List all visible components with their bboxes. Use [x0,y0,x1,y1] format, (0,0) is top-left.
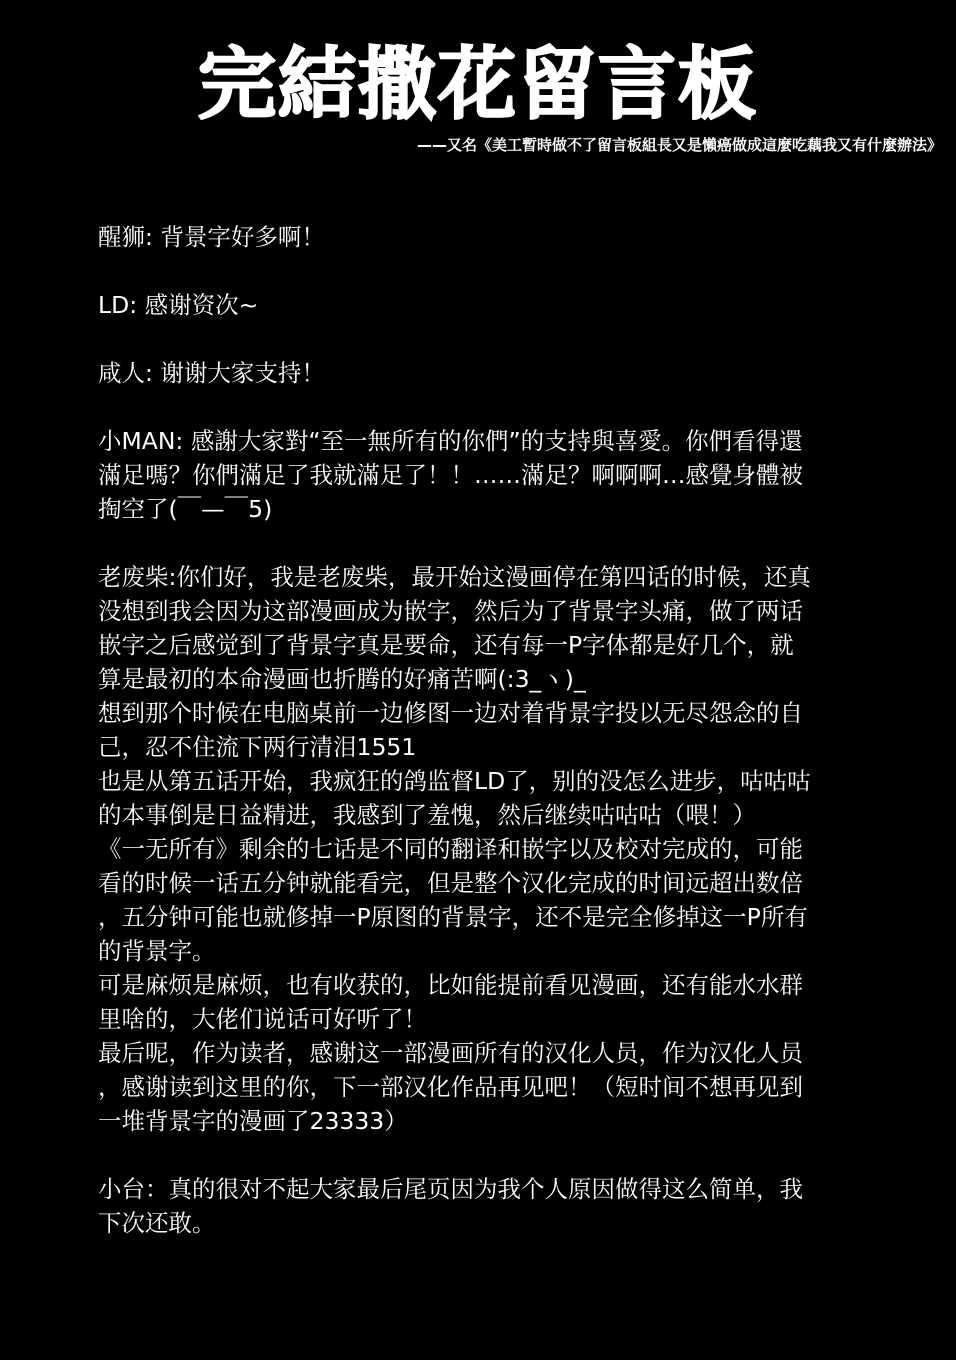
message-laofeichai [98,560,888,1138]
message-line: 里啥的，大佬们说话可好听了！ [98,1005,427,1033]
message-line: 可是麻烦是麻烦，也有收获的，比如能提前看见漫画，还有能水水群 [98,971,803,999]
message-line: 看的时候一话五分钟就能看完，但是整个汉化完成的时间远超出数倍 [98,869,803,897]
message-line: 没想到我会因为这部漫画成为嵌字，然后为了背景字头痛，做了两话 [98,597,803,625]
page-subtitle: ——又名《美工暫時做不了留言板組長又是懶癌做成這麼吃藕我又有什麼辦法》 [416,136,942,154]
message-line: 醒狮: 背景字好多啊！ [98,223,325,251]
message-line: 最后呢，作为读者，感谢这一部漫画所有的汉化人员，作为汉化人员 [98,1039,803,1067]
message-line: 的本事倒是日益精进，我感到了羞愧，然后继续咕咕咕（喂！） [98,801,756,829]
message-line: 咸人: 谢谢大家支持！ [98,359,325,387]
message-line: 滿足嗎？你們滿足了我就滿足了！！……滿足？啊啊啊…感覺身體被 [98,461,803,489]
message-line: 掏空了(￣—￣5) [98,495,273,523]
message-xianren [98,356,888,390]
message-line: ，五分钟可能也就修掉一P原图的背景字，还不是完全修掉这一P所有 [98,903,808,931]
message-ld [98,288,888,322]
message-line: 的背景字。 [98,937,216,965]
message-line: ，感谢读到这里的你，下一部汉化作品再见吧！（短时间不想再见到 [98,1073,803,1101]
message-list [98,220,888,1240]
message-line: 小台：真的很对不起大家最后尾页因为我个人原因做得这么简单，我 [98,1175,803,1203]
message-xingshi [98,220,888,254]
message-line: 下次还敢。 [98,1209,216,1237]
message-line: 小MAN: 感謝大家對“至一無所有的你們”的支持與喜愛。你們看得還 [98,427,803,455]
message-line: 一堆背景字的漫画了23333） [98,1107,408,1135]
message-line: 也是从第五话开始，我疯狂的鸽监督LD了，别的没怎么进步，咕咕咕 [98,767,811,795]
message-line: 老废柴:你们好，我是老废柴，最开始这漫画停在第四话的时候，还真 [98,563,811,591]
page-title: 完結撒花留言板 [197,40,758,130]
message-line: 算是最初的本命漫画也折腾的好痛苦啊(:3_ヽ)_ [98,665,586,693]
message-line: 嵌字之后感觉到了背景字真是要命，还有每一P字体都是好几个，就 [98,631,794,659]
message-line: 《一无所有》剩余的七话是不同的翻译和嵌字以及校对完成的，可能 [98,835,803,863]
message-xiaotai [98,1172,888,1240]
message-line: LD: 感谢资次~ [98,291,259,319]
message-line: 己，忍不住流下两行清泪1551 [98,733,417,761]
message-line: 想到那个时候在电脑桌前一边修图一边对着背景字投以无尽怨念的自 [98,699,803,727]
message-xiaoman [98,424,888,526]
